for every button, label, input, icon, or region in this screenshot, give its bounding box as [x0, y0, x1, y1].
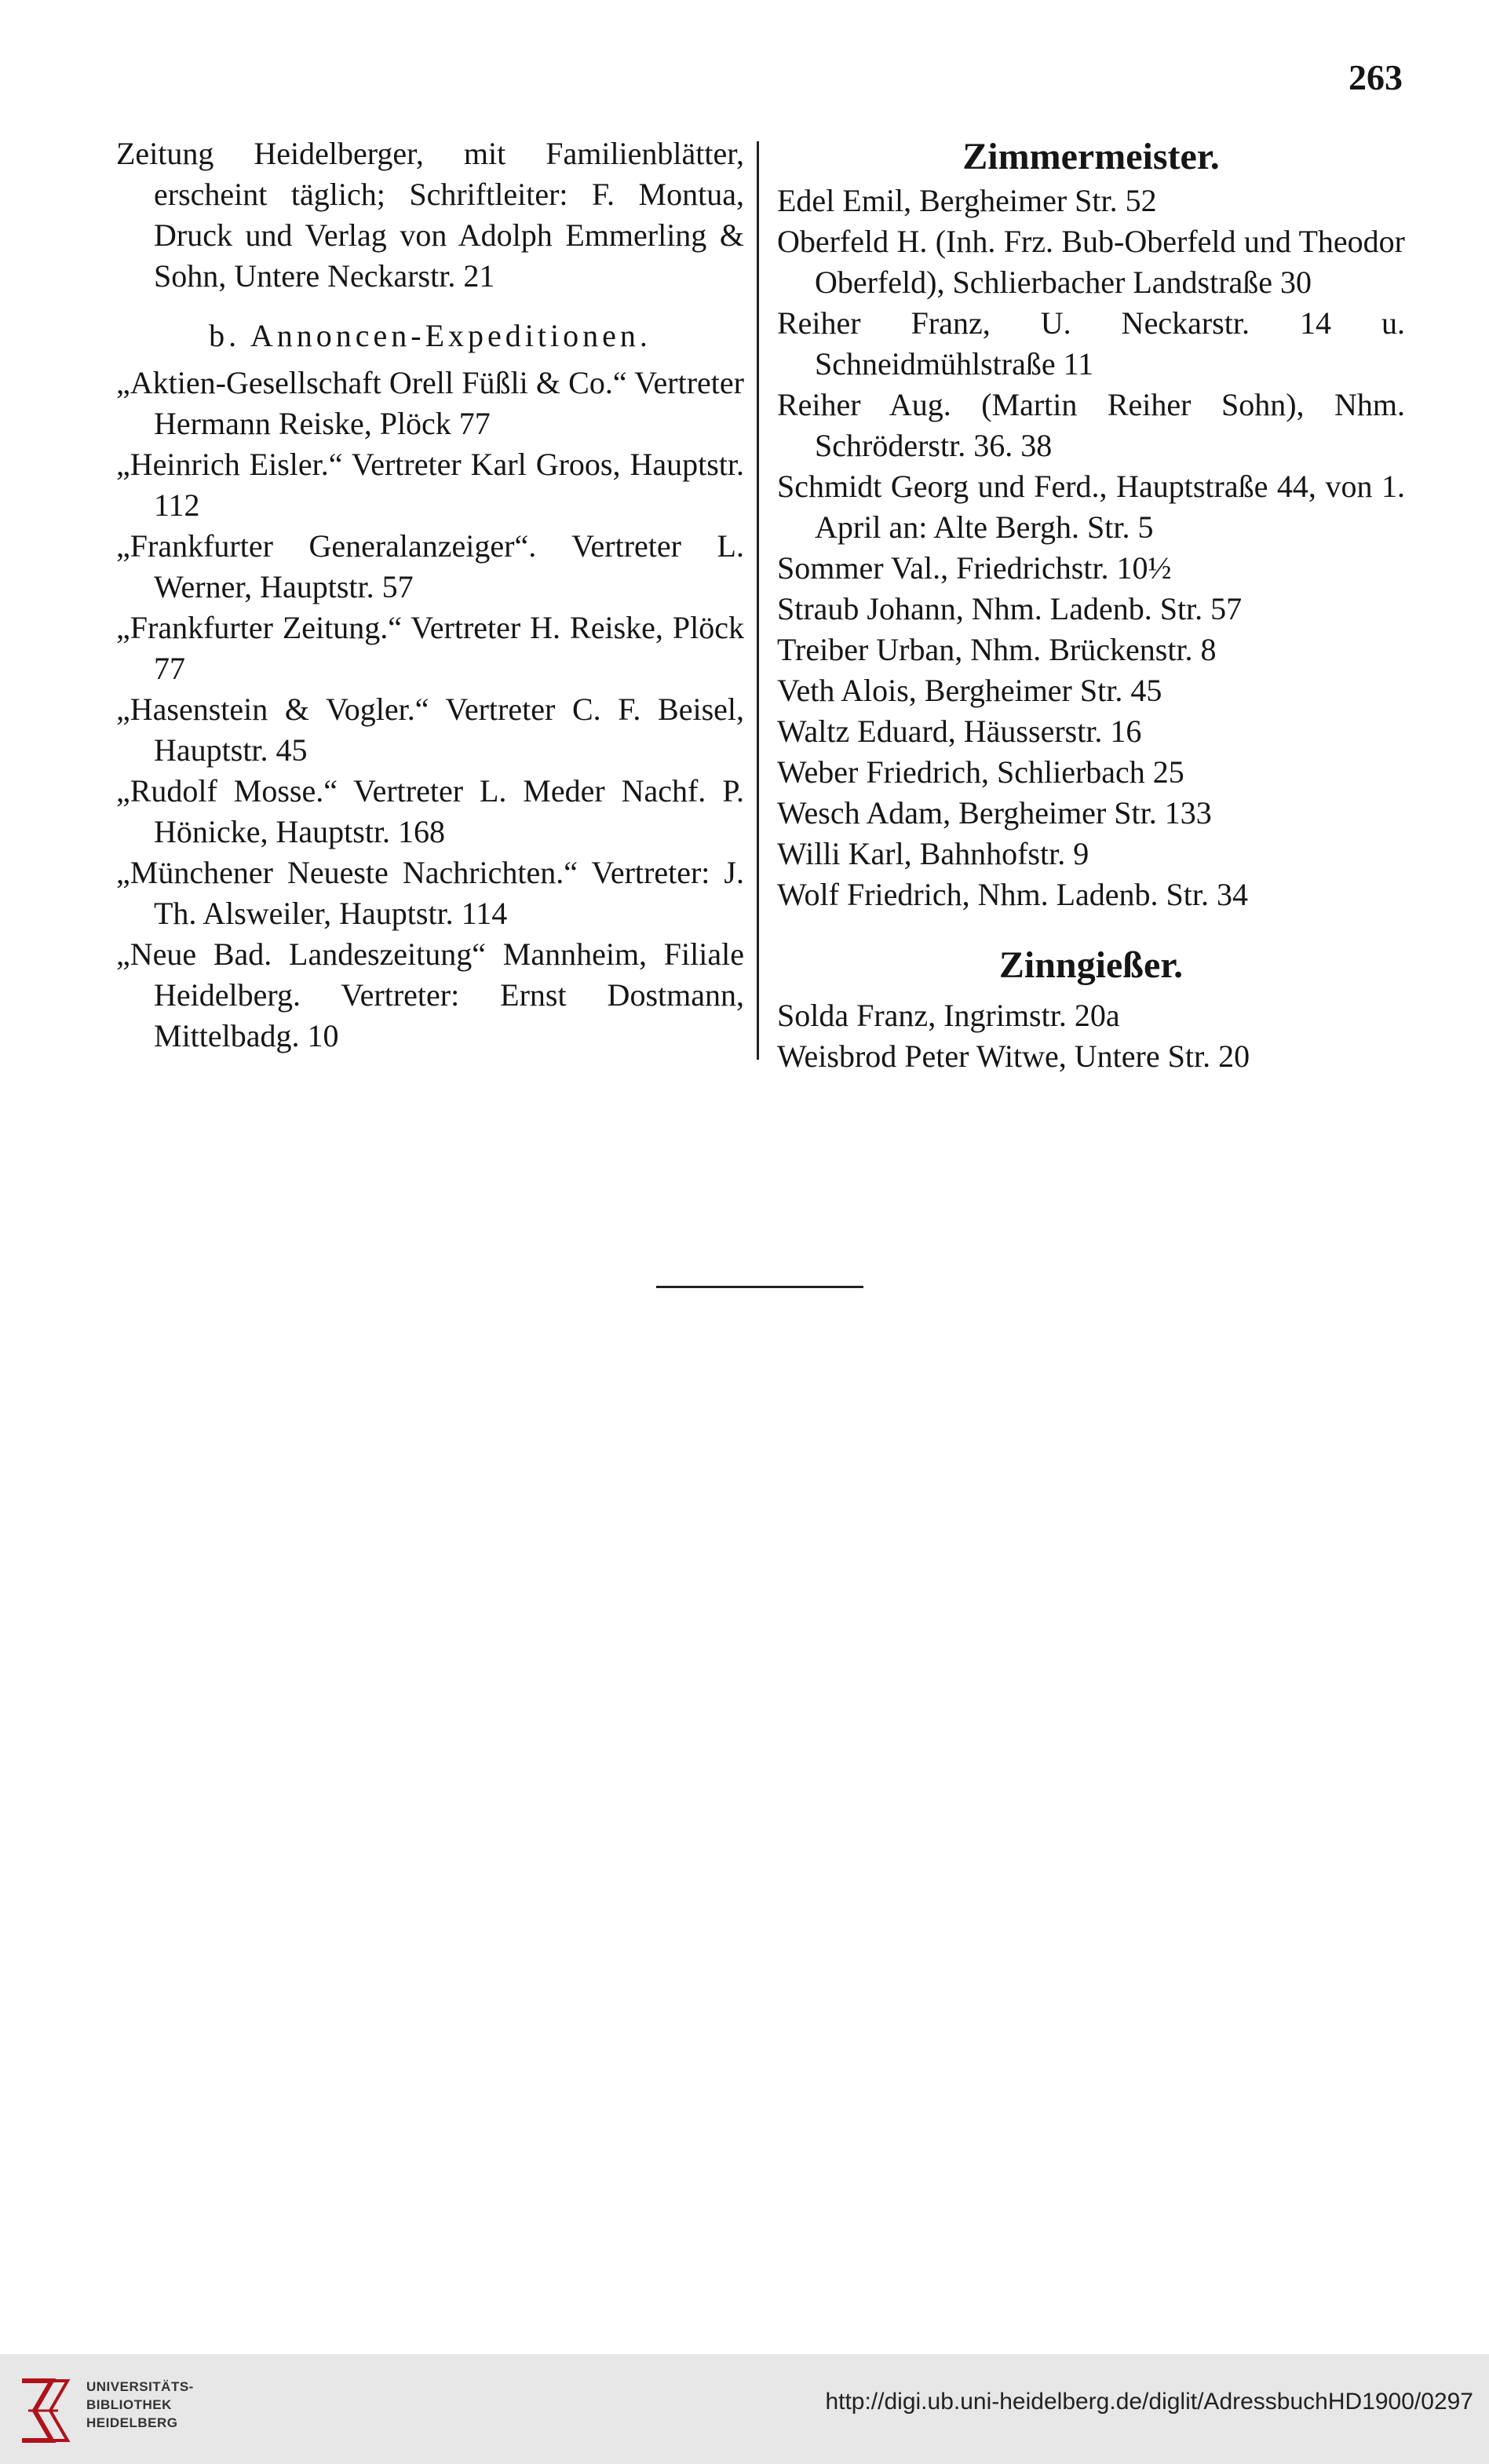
left-column: [116, 133, 744, 1057]
list-item: Straub Johann, Nhm. Ladenb. Str. 57: [777, 591, 1243, 626]
section-heading-zinngiesser: Zinngießer.: [998, 944, 1184, 986]
list-item: Willi Karl, Bahnhofstr. 9: [777, 836, 1089, 871]
footer-bar: [0, 2354, 1489, 2464]
intro-entry: Zeitung Heidelberger, mit Familienblätter, erscheint täglich; Schriftleiter: F. Montua, Druck und Verlag von Adolph Emmerling & Sohn, Untere Neckarstr. 21: [116, 136, 744, 294]
list-item: Weber Friedrich, Schlierbach 25: [777, 754, 1184, 790]
library-name-line: HEIDELBERG: [86, 2415, 178, 2430]
list-item: Oberfeld H. (Inh. Frz. Bub-Oberfeld und Theodor Oberfeld), Schlierbacher Landstraße 30: [777, 224, 1405, 300]
library-name-line: BIBLIOTHEK: [86, 2397, 172, 2412]
section-heading-zimmermeister: Zimmermeister.: [962, 136, 1220, 177]
list-item: Reiher Aug. (Martin Reiher Sohn), Nhm. Schröderstr. 36. 38: [777, 387, 1405, 463]
list-item: „Münchener Neueste Nachrichten.“ Vertreter: J. Th. Alsweiler, Hauptstr. 114: [116, 855, 744, 931]
right-column: [777, 133, 1405, 1077]
page-number: 263: [1348, 57, 1403, 97]
column-divider: [757, 141, 759, 1060]
list-item: „Neue Bad. Landeszeitung“ Mannheim, Filiale Heidelberg. Vertreter: Ernst Dostmann, Mittelbadg. 10: [116, 936, 744, 1053]
section-end-rule: [656, 1286, 863, 1288]
list-item: Schmidt Georg und Ferd., Hauptstraße 44, von 1. April an: Alte Bergh. Str. 5: [777, 469, 1405, 545]
library-logo-icon: [11, 2373, 77, 2448]
list-item: Reiher Franz, U. Neckarstr. 14 u. Schneidmühlstraße 11: [777, 305, 1405, 381]
list-item: Waltz Eduard, Häusserstr. 16: [777, 714, 1142, 749]
list-item: „Hasenstein & Vogler.“ Vertreter C. F. Beisel, Hauptstr. 45: [116, 692, 744, 768]
library-name-line: UNIVERSITÄTS-: [86, 2379, 194, 2394]
list-item: „Frankfurter Generalanzeiger“. Vertreter L. Werner, Hauptstr. 57: [116, 528, 744, 604]
list-item: Sommer Val., Friedrichstr. 10½: [777, 550, 1172, 586]
list-item: Wesch Adam, Bergheimer Str. 133: [777, 795, 1212, 830]
library-name: [86, 2378, 194, 2432]
list-item: Treiber Urban, Nhm. Brückenstr. 8: [777, 632, 1217, 667]
list-item: Wolf Friedrich, Nhm. Ladenb. Str. 34: [777, 877, 1249, 912]
list-item: „Aktien-Gesellschaft Orell Füßli & Co.“ Vertreter Hermann Reiske, Plöck 77: [116, 365, 744, 441]
list-item: „Heinrich Eisler.“ Vertreter Karl Groos, Hauptstr. 112: [116, 447, 744, 523]
list-item: Veth Alois, Bergheimer Str. 45: [777, 673, 1162, 708]
list-item: „Frankfurter Zeitung.“ Vertreter H. Reiske, Plöck 77: [116, 610, 744, 686]
source-url-link[interactable]: http://digi.ub.uni-heidelberg.de/diglit/AdressbuchHD1900/0297: [825, 2389, 1473, 2415]
subsection-heading: b. Annoncen-Expeditionen.: [209, 318, 651, 353]
list-item: Weisbrod Peter Witwe, Untere Str. 20: [777, 1039, 1250, 1074]
list-item: „Rudolf Mosse.“ Vertreter L. Meder Nachf. P. Hönicke, Hauptstr. 168: [116, 773, 744, 849]
list-item: Solda Franz, Ingrimstr. 20a: [777, 998, 1120, 1033]
list-item: Edel Emil, Bergheimer Str. 52: [777, 183, 1157, 218]
